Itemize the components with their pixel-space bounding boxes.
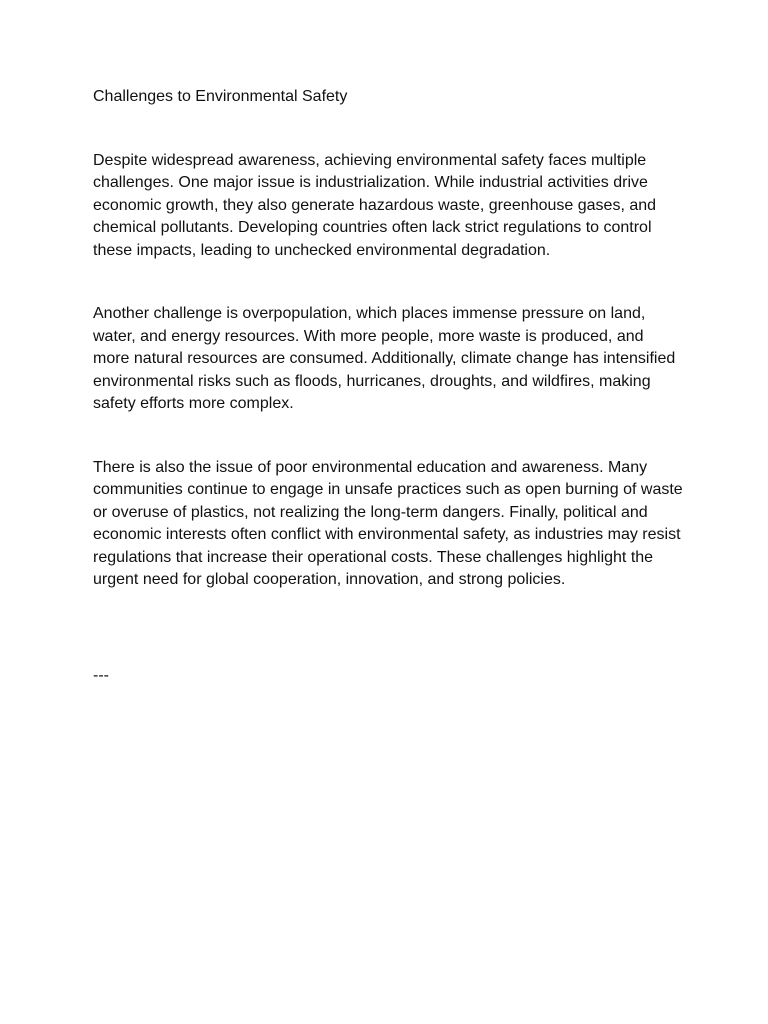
paragraph-industrialization: Despite widespread awareness, achieving environmental safety faces multiple challenges. One major issue is industrialization. While industrial activities drive economic growth, they also generate hazardous waste, greenhouse gases, and chemical pollutants. Developing countries often lack strict regulations to control these impacts, leading to unchecked environmental degradation. — [93, 151, 657, 259]
document-body — [93, 86, 683, 687]
section-separator: --- — [93, 666, 109, 684]
paragraph-overpopulation: Another challenge is overpopulation, which places immense pressure on land, water, and energy resources. With more people, more waste is produced, and more natural resources are consumed. Additionally, climate change has intensified environmental risks such as floods, hurricanes, droughts, and wildfires, making safety efforts more complex. — [93, 305, 676, 412]
document-title: Challenges to Environmental Safety — [93, 88, 348, 105]
paragraph-education: There is also the issue of poor environmental education and awareness. Many communities continue to engage in unsafe practices such as open burning of waste or overuse of plastics, not realizing the long-term dangers. Finally, political and economic interests often conflict with environmental safety, as industries may resist regulations that increase their operational costs. These challenges highlight the urgent need for global cooperation, innovation, and strong policies. — [93, 458, 683, 588]
